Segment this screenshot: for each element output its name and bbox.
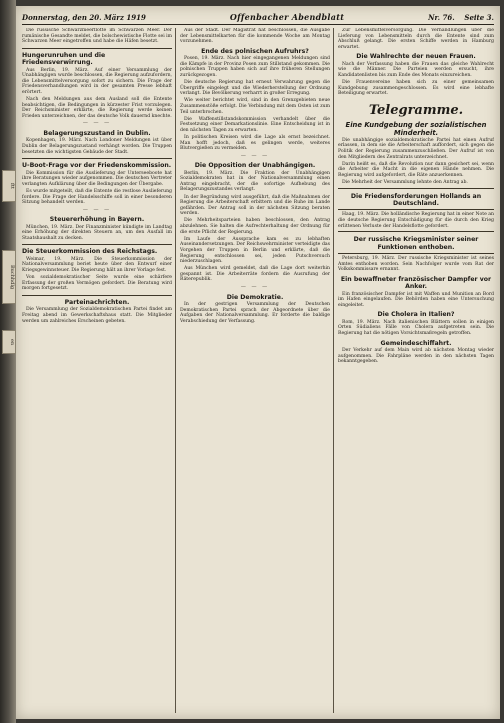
article-paragraph: Die Kommission für die Auslieferung der Unterseeboote hat ihre Beratungen wieder aufgenommen. Die deutschen Vertreter verlangten Aufklärung über die Bedingungen der Übergabe. bbox=[22, 170, 172, 187]
column-rule bbox=[333, 28, 334, 713]
section-title-telegramme: Telegramme. bbox=[368, 102, 464, 118]
article-heading: Die Wahlrechte der neuen Frauen. bbox=[356, 53, 476, 61]
article-heading: Eine Kundgebung der sozialistischen Minderheit. bbox=[345, 120, 487, 137]
article-paragraph: Ein französischer Dampfer ist mit Waffen und Munition an Bord im Hafen eingelaufen. Die Behörden haben eine Untersuchung eingeleitet. bbox=[338, 291, 494, 308]
article-paragraph: Aus Berlin, 19. März. Auf einer Versammlung der Unabhängigen wurde beschlossen, die Regierung aufzufordern, die Lebensmittelversorgung sofort zu sichern. Die Frage der Friedensverhandlungen wird in der gesamten Presse lebhaft erörtert. bbox=[22, 67, 172, 95]
article-paragraph: Haag, 19. März. Die holländische Regierung hat in einer Note an die deutsche Regierung Entschädigung für die durch den Krieg erlittenen Verluste der Handelsflotte gefordert. bbox=[338, 212, 494, 229]
article-heading: Belagerungszustand in Dublin. bbox=[43, 130, 151, 138]
lead-paragraph: Die russische Schwarzmeerflotte im Schwarzen Meer. Der rumänische Gesandte meldet, die bolschewistische Flotte sei im Schwarzen Meer eingetroffen und habe die Häfen besetzt. bbox=[22, 28, 172, 45]
article-paragraph: In der gestrigen Versammlung der Deutschen Demokratischen Partei sprach der Abgeordnete über die Aufgaben der Nationalversammlung. Er forderte die baldige Verabschiedung der Verfassung. bbox=[180, 301, 330, 324]
columns bbox=[22, 28, 494, 713]
article-paragraph: Posen, 19. März. Nach hier eingegangenen Meldungen sind die Kämpfe in der Provinz Posen zum Stillstand gekommen. Die polnischen Truppen haben sich auf ihre früheren Stellungen zurückgezogen. bbox=[180, 56, 330, 78]
page-number: Seite 3. bbox=[464, 12, 494, 22]
article-heading: Ein bewaffneter französischer Dampfer vor Anker. bbox=[340, 275, 492, 291]
page-header bbox=[22, 10, 494, 25]
article-paragraph: Im Laufe der Aussprache kam es zu lebhaften Auseinandersetzungen. Der Reichswehrminister verteidigte das Vorgehen der Truppen in Berlin und erklärte, daß die Regierung entschlossen sei, jeden Putschversuch niederzuschlagen. bbox=[180, 236, 330, 265]
column-1: Die russische Schwarzmeerflotte im Schwarzen Meer. Der rumänische Gesandte meldet, die bolschewistische Flotte sei im Schwarzen Meer eingetroffen und habe die Häfen besetzt. Hungerunruhen und die Friedensverwirrung. Aus Berlin, 19. März. Auf einer Versammlung der Unabhängigen wurde beschlossen, die Regierung aufzufordern, die Lebensmittelversorgung sofort zu sichern. Die Frage der Friedensverhandlungen wird in der gesamten Presse lebhaft erörtert. Nach den Meldungen aus dem Ausland soll die Entente beabsichtigen, die Bedingungen in kürzester Frist vorzulegen. Der Reichsminister erklärte, die Regierung werde keinen Frieden unterzeichnen, der das deutsche Volk dauernd knechte. — — — Belagerungszustand in Dublin. Kopenhagen, 19. März. Nach Londoner Meldungen ist über Dublin der Belagerungszustand verhängt worden. Die Truppen besetzten die wichtigsten Gebäude der Stadt. U-Boot-Frage vor der Friedenskommission. Die Kommission für die Auslieferung der Unterseeboote hat ihre Beratungen wieder aufgenommen. Die deutschen Vertreter verlangten Aufklärung über die Bedingungen der Übergabe. Es wurde mitgeteilt, daß die Entente die restlose Auslieferung fordere. Die Frage der Handelsschiffe soll in einer besonderen Sitzung behandelt werden. — — — Steuererhöhung in Bayern. München, 19. März. Der Finanzminister kündigte im Landtag eine Erhöhung der direkten Steuern an, um den Ausfall im Staatshaushalt zu decken. Die Steuerkommission des Reichstags. Weimar, 19. März. Die Steuerkommission der Nationalversammlung beriet heute über den Entwurf einer Kriegsgewinnsteuer. Die Regierung hält an ihrer Vorlage fest. Von sozialdemokratischer Seite wurde eine schärfere Erfassung der großen Vermögen gefordert. Die Beratung wird morgen fortgesetzt. Parteinachrichten. Die Versammlung der Sozialdemokratischen Partei findet am Freitag abend im Gewerkschaftshaus statt. Die Mitglieder werden um zahlreiches Erscheinen gebeten. bbox=[22, 28, 172, 324]
article-heading: Die Friedensforderungen Hollands an Deutschland. bbox=[350, 192, 482, 207]
article-heading: Parteinachrichten. bbox=[64, 298, 130, 306]
article-paragraph: Von sozialdemokratischer Seite wurde eine schärfere Erfassung der großen Vermögen gefordert. Die Beratung wird morgen fortgesetzt. bbox=[22, 275, 172, 292]
article-paragraph: Die deutsche Regierung hat erneut Verwahrung gegen die Übergriffe eingelegt und die Wiederherstellung der Ordnung verlangt. Die Bevölkerung verharrt in großer Erregung. bbox=[180, 80, 330, 97]
article-paragraph: In der Begründung wird ausgeführt, daß die Maßnahmen der Regierung die Arbeiterschaft erbittern und die Ruhe im Lande gefährden. Der Antrag soll in der nächsten Sitzung beraten werden. bbox=[180, 194, 330, 217]
article-heading: Der russische Kriegsminister seiner Funktionen enthoben. bbox=[353, 236, 479, 251]
newspaper-title: Offenbacher Abendblatt bbox=[229, 12, 345, 22]
binding-tab: Buchhdlg bbox=[2, 250, 16, 304]
binding-tab: ftt bbox=[2, 170, 16, 202]
book-binding bbox=[0, 0, 16, 723]
newspaper-page bbox=[16, 6, 500, 719]
date-line: Donnerstag, den 20. März 1919 bbox=[22, 12, 146, 22]
lead-paragraph: Aus der Stadt. Der Magistrat hat beschlossen, die Ausgabe der Lebensmittelkarten für die kommende Woche am Montag vorzunehmen. bbox=[180, 28, 330, 45]
article-heading: Die Cholera in Italien? bbox=[377, 311, 455, 319]
article-paragraph: Nach der Verfassung haben die Frauen das gleiche Wahlrecht wie die Männer. Die Parteien werden ersucht, ihre Kandidatenlisten bis zum Ende des Monats einzureichen. bbox=[338, 61, 494, 78]
article-paragraph: Weimar, 19. März. Die Steuerkommission der Nationalversammlung beriet heute über den Entwurf einer Kriegsgewinnsteuer. Die Regierung hält an ihrer Vorlage fest. bbox=[22, 256, 172, 274]
article-heading: Ende des polnischen Aufruhrs? bbox=[201, 47, 309, 55]
article-paragraph: Aus München wird gemeldet, daß die Lage dort weiterhin gespannt ist. Die Arbeiterräte fordern die Ausrufung der Räterepublik. bbox=[180, 266, 330, 283]
article-heading: Die Demokratie. bbox=[226, 293, 284, 301]
article-heading: Die Opposition der Unabhängigen. bbox=[194, 162, 316, 170]
article-paragraph: Der Verkehr auf dem Main wird ab nächsten Montag wieder aufgenommen. Die Fahrpläne werden in den nächsten Tagen bekanntgegeben. bbox=[338, 347, 494, 365]
lead-paragraph: Zur Lebensmittelversorgung. Die Verhandlungen über die Lieferung von Lebensmitteln durch die Entente sind zum Abschluß gelangt. Die ersten Schiffe werden in Hamburg erwartet. bbox=[338, 28, 494, 50]
binding-tab: en bbox=[2, 330, 16, 354]
article-paragraph: Nach den Meldungen aus dem Ausland soll die Entente beabsichtigen, die Bedingungen in kürzester Frist vorzulegen. Der Reichsminister erklärte, die Regierung werde keinen Frieden unterzeichnen, der das deutsche Volk dauernd knechte. bbox=[22, 97, 172, 119]
article-paragraph: Darin heißt es, daß die Revolution nur dann gesichert sei, wenn die Arbeiter die Macht in die eigenen Hände nehmen. Die Regierung wird aufgefordert, die Räte anzuerkennen. bbox=[338, 161, 494, 178]
article-paragraph: Die unabhängige sozialdemokratische Partei hat einen Aufruf erlassen, in dem sie die Arbeiterschaft auffordert, sich gegen die Politik der Regierung zusammenzuschließen. Der Aufruf ist von den Mitgliedern des Zentralrats unterzeichnet. bbox=[338, 137, 494, 160]
article-heading: Hungerunruhen und die Friedensverwirrung. bbox=[22, 51, 106, 67]
article-paragraph: Die Waffenstillstandskommission verhandelt über die Festsetzung einer Demarkationslinie. Eine Entscheidung ist in den nächsten Tagen zu erwarten. bbox=[180, 116, 330, 133]
article-paragraph: Wie weiter berichtet wird, sind in den Grenzgebieten neue Zusammenstöße erfolgt. Die Verbindung mit dem Osten ist zum Teil unterbrochen. bbox=[180, 98, 330, 115]
article-heading: Die Steuerkommission des Reichstags. bbox=[22, 248, 158, 256]
article-paragraph: Rom, 19. März. Nach italienischen Blättern sollen in einigen Orten Südialiens Fälle von Cholera aufgetreten sein. Die Regierung hat die nötigen Vorsichtsmaßregeln getroffen. bbox=[338, 319, 494, 336]
article-paragraph: Die Frauenvereine haben sich zu einer gemeinsamen Kundgebung zusammengeschlossen. Es wird eine lebhafte Beteiligung erwartet. bbox=[338, 80, 494, 97]
article-heading: Gemeindeschiffahrt. bbox=[380, 339, 452, 347]
article-paragraph: Es wurde mitgeteilt, daß die Entente die restlose Auslieferung fordere. Die Frage der Handelsschiffe soll in einer besonderen Sitzung behandelt werden. bbox=[22, 188, 172, 206]
article-paragraph: Die Mehrheitsparteien haben beschlossen, den Antrag abzulehnen. Sie halten die Aufrechterhaltung der Ordnung für die erste Pflicht der Regierung. bbox=[180, 218, 330, 235]
article-paragraph: Kopenhagen, 19. März. Nach Londoner Meldungen ist über Dublin der Belagerungszustand verhängt worden. Die Truppen besetzten die wichtigsten Gebäude der Stadt. bbox=[22, 138, 172, 155]
article-paragraph: Die Versammlung der Sozialdemokratischen Partei findet am Freitag abend im Gewerkschaftshaus statt. Die Mitglieder werden um zahlreiches Erscheinen gebeten. bbox=[22, 307, 172, 324]
article-paragraph: In politischen Kreisen wird die Lage als ernst bezeichnet. Man hofft jedoch, daß es gelingen werde, weiteres Blutvergießen zu vermeiden. bbox=[180, 134, 330, 152]
issue-number: Nr. 76. bbox=[428, 12, 455, 22]
article-heading: U-Boot-Frage vor der Friedenskommission. bbox=[22, 162, 172, 170]
article-paragraph: Berlin, 19. März. Die Fraktion der Unabhängigen Sozialdemokraten hat in der Nationalversammlung einen Antrag eingebracht, der die sofortige Aufhebung des Belagerungszustandes verlangt. bbox=[180, 170, 330, 193]
column-2: Aus der Stadt. Der Magistrat hat beschlossen, die Ausgabe der Lebensmittelkarten für die kommende Woche am Montag vorzunehmen. Ende des polnischen Aufruhrs? Posen, 19. März. Nach hier eingegangenen Meldungen sind die Kämpfe in der Provinz Posen zum Stillstand gekommen. Die polnischen Truppen haben sich auf ihre früheren Stellungen zurückgezogen. Die deutsche Regierung hat erneut Verwahrung gegen die Übergriffe eingelegt und die Wiederherstellung der Ordnung verlangt. Die Bevölkerung verharrt in großer Erregung. Wie weiter berichtet wird, sind in den Grenzgebieten neue Zusammenstöße erfolgt. Die Verbindung mit dem Osten ist zum Teil unterbrochen. Die Waffenstillstandskommission verhandelt über die Festsetzung einer Demarkationslinie. Eine Entscheidung ist in den nächsten Tagen zu erwarten. In politischen Kreisen wird die Lage als ernst bezeichnet. Man hofft jedoch, daß es gelingen werde, weiteres Blutvergießen zu vermeiden. — — — Die Opposition der Unabhängigen. Berlin, 19. März. Die Fraktion der Unabhängigen Sozialdemokraten hat in der Nationalversammlung einen Antrag eingebracht, der die sofortige Aufhebung des Belagerungszustandes verlangt. In der Begründung wird ausgeführt, daß die Maßnahmen der Regierung die Arbeiterschaft erbittern und die Ruhe im Lande gefährden. Der Antrag soll in der nächsten Sitzung beraten werden. Die Mehrheitsparteien haben beschlossen, den Antrag abzulehnen. Sie halten die Aufrechterhaltung der Ordnung für die erste Pflicht der Regierung. Im Laufe der Aussprache kam es zu lebhaften Auseinandersetzungen. Der Reichswehrminister verteidigte das Vorgehen der Truppen in Berlin und erklärte, daß die Regierung entschlossen sei, jeden Putschversuch niederzuschlagen. Aus München wird gemeldet, daß die Lage dort weiterhin gespannt ist. Die Arbeiterräte fordern die Ausrufung der Räterepublik. — — — Die Demokratie. In der gestrigen Versammlung der Deutschen Demokratischen Partei sprach der Abgeordnete über die Aufgaben der Nationalversammlung. Er forderte die baldige Verabschiedung der Verfassung. bbox=[180, 28, 330, 324]
article-paragraph: Petersburg, 19. März. Der russische Kriegsminister ist seines Amtes enthoben worden. Sein Nachfolger wurde vom Rat der Volkskommissare ernannt. bbox=[338, 256, 494, 273]
article-heading: Steuererhöhung in Bayern. bbox=[49, 216, 145, 224]
article-paragraph: München, 19. März. Der Finanzminister kündigte im Landtag eine Erhöhung der direkten Steuern an, um den Ausfall im Staatshaushalt zu decken. bbox=[22, 224, 172, 241]
column-rule bbox=[175, 28, 176, 713]
article-paragraph: Die Mehrheit der Versammlung lehnte den Antrag ab. bbox=[342, 180, 468, 185]
column-3 bbox=[338, 28, 494, 713]
